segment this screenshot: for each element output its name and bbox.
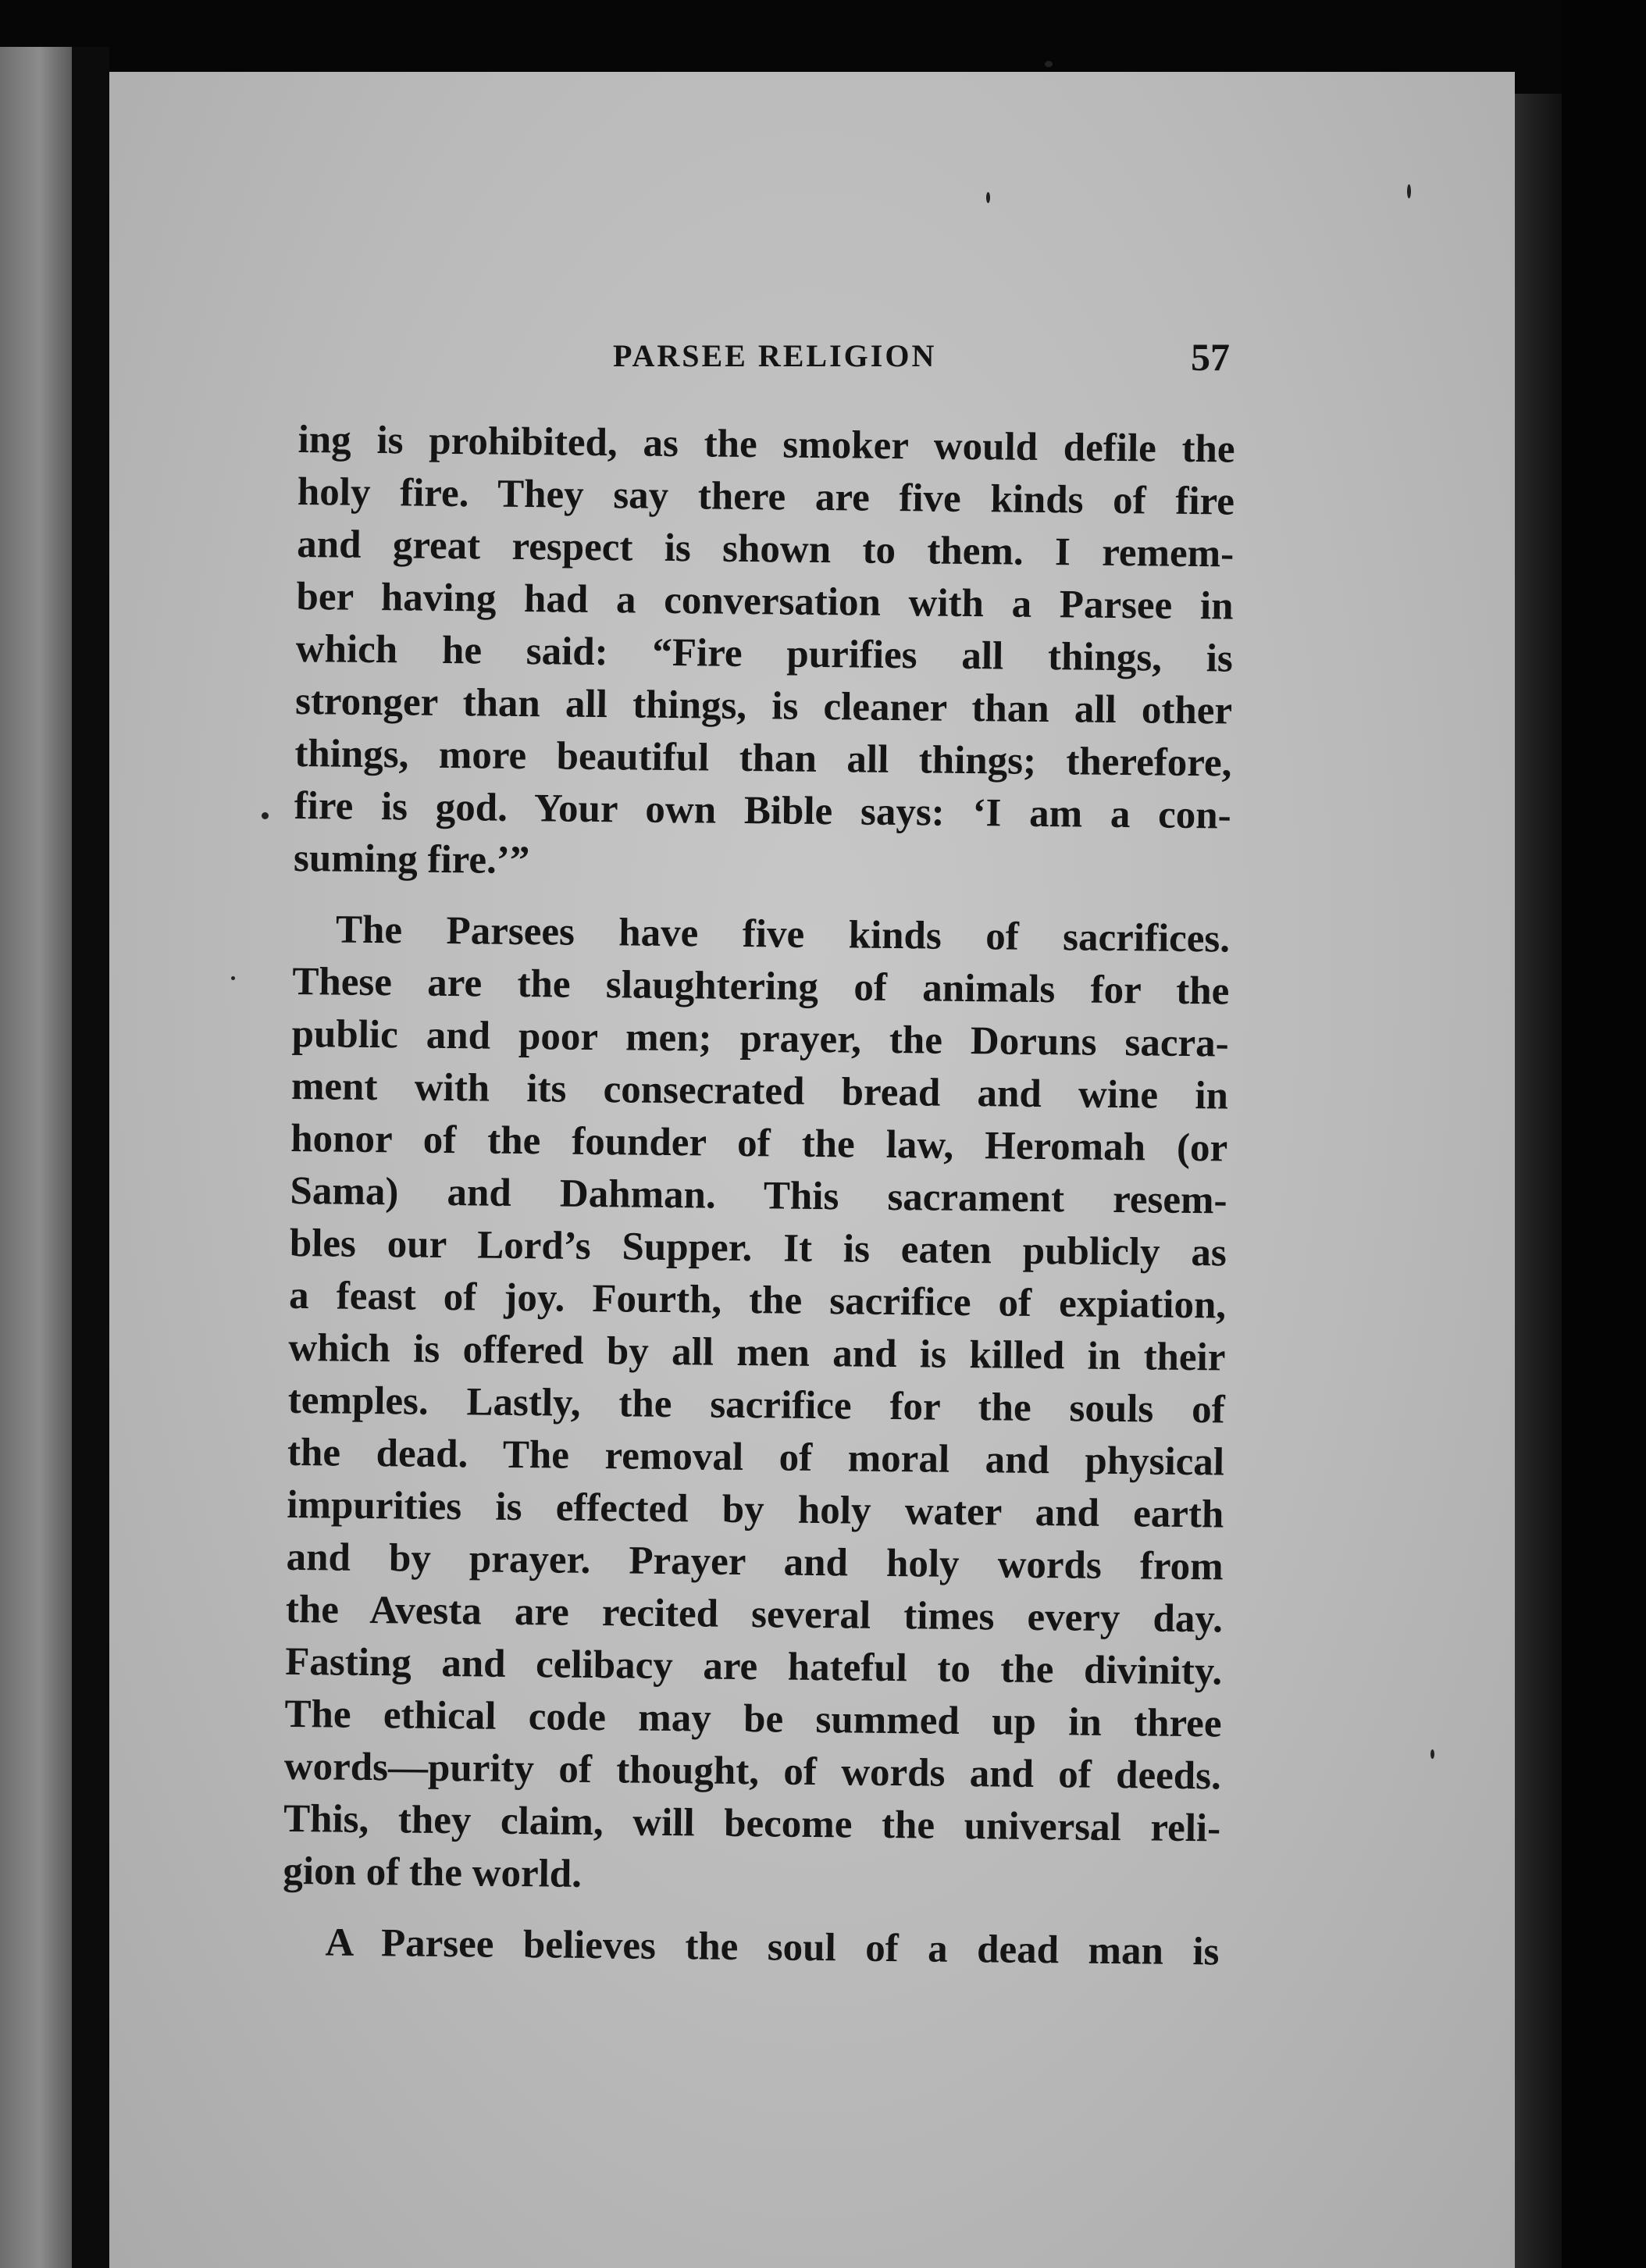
paragraph <box>282 1917 1220 1979</box>
text-line: words—purity of thought, of words and of deeds. <box>283 1744 1222 1799</box>
scan-border <box>1562 0 1646 2268</box>
text-line: bles our Lord’s Supper. It is eaten publicly as <box>289 1221 1227 1275</box>
book-gutter <box>72 47 109 2268</box>
text-line: ment with its consecrated bread and wine in <box>290 1064 1229 1118</box>
scan-speck <box>1430 1749 1434 1759</box>
text-line: and great respect is shown to them. I remem- <box>296 522 1234 576</box>
text-line: temples. Lastly, the sacrifice for the souls of <box>287 1378 1226 1432</box>
text-line: and by prayer. Prayer and holy words from <box>286 1535 1224 1589</box>
facing-page-edge <box>0 47 72 2268</box>
text-line: things, more beautiful than all things; therefore, <box>294 731 1232 786</box>
scan-speck <box>986 192 990 203</box>
scan-speck <box>1407 184 1411 198</box>
scan-speck <box>262 812 269 819</box>
text-line: public and poor men; prayer, the Doruns sacra- <box>291 1011 1229 1066</box>
text-line: The ethical code may be summed up in three <box>284 1692 1222 1746</box>
page-edge-shadow <box>1515 94 1562 2268</box>
text-line: honor of the founder of the law, Heromah (or <box>290 1116 1228 1171</box>
text-line: The Parsees have five kinds of sacrifices. <box>335 908 1231 961</box>
text-line: Fasting and celibacy are hateful to the divinity. <box>284 1639 1223 1694</box>
text-line: the dead. The removal of moral and physical <box>287 1430 1225 1485</box>
paragraph <box>294 414 1235 895</box>
text-line: suming fire.’” <box>293 836 530 883</box>
text-line: fire is god. Your own Bible says: ‘I am a con- <box>294 783 1231 838</box>
text-line: gion of the world. <box>283 1849 583 1896</box>
running-head: PARSEE RELIGION <box>613 338 937 373</box>
text-line: which is offered by all men and is killed in their <box>288 1325 1226 1380</box>
text-line: ing is prohibited, as the smoker would defile the <box>297 417 1235 472</box>
text-line: Sama) and Dahman. This sacrament resem- <box>290 1168 1227 1223</box>
paragraph <box>283 904 1230 1907</box>
body-text <box>282 414 1235 1978</box>
text-line: the Avesta are recited several times every day. <box>285 1587 1224 1642</box>
page-number: 57 <box>1191 335 1230 379</box>
text-line: holy fire. They say there are five kinds of fire <box>297 469 1235 524</box>
text-line: ber having had a conversation with a Parsee in <box>296 574 1234 629</box>
text-line: This, they claim, will become the universal reli- <box>283 1796 1221 1851</box>
text-line: which he said: “Fire purifies all things, is <box>295 626 1234 681</box>
scan-speck <box>1045 61 1053 67</box>
text-line: stronger than all things, is cleaner than all other <box>294 679 1233 733</box>
text-line: A Parsee believes the soul of a dead man is <box>325 1920 1220 1974</box>
text-line: These are the slaughtering of animals for the <box>292 959 1230 1014</box>
scan-speck <box>231 976 235 980</box>
text-line: impurities is effected by holy water and earth <box>287 1482 1224 1537</box>
text-line: a feast of joy. Fourth, the sacrifice of expiation, <box>288 1273 1227 1328</box>
